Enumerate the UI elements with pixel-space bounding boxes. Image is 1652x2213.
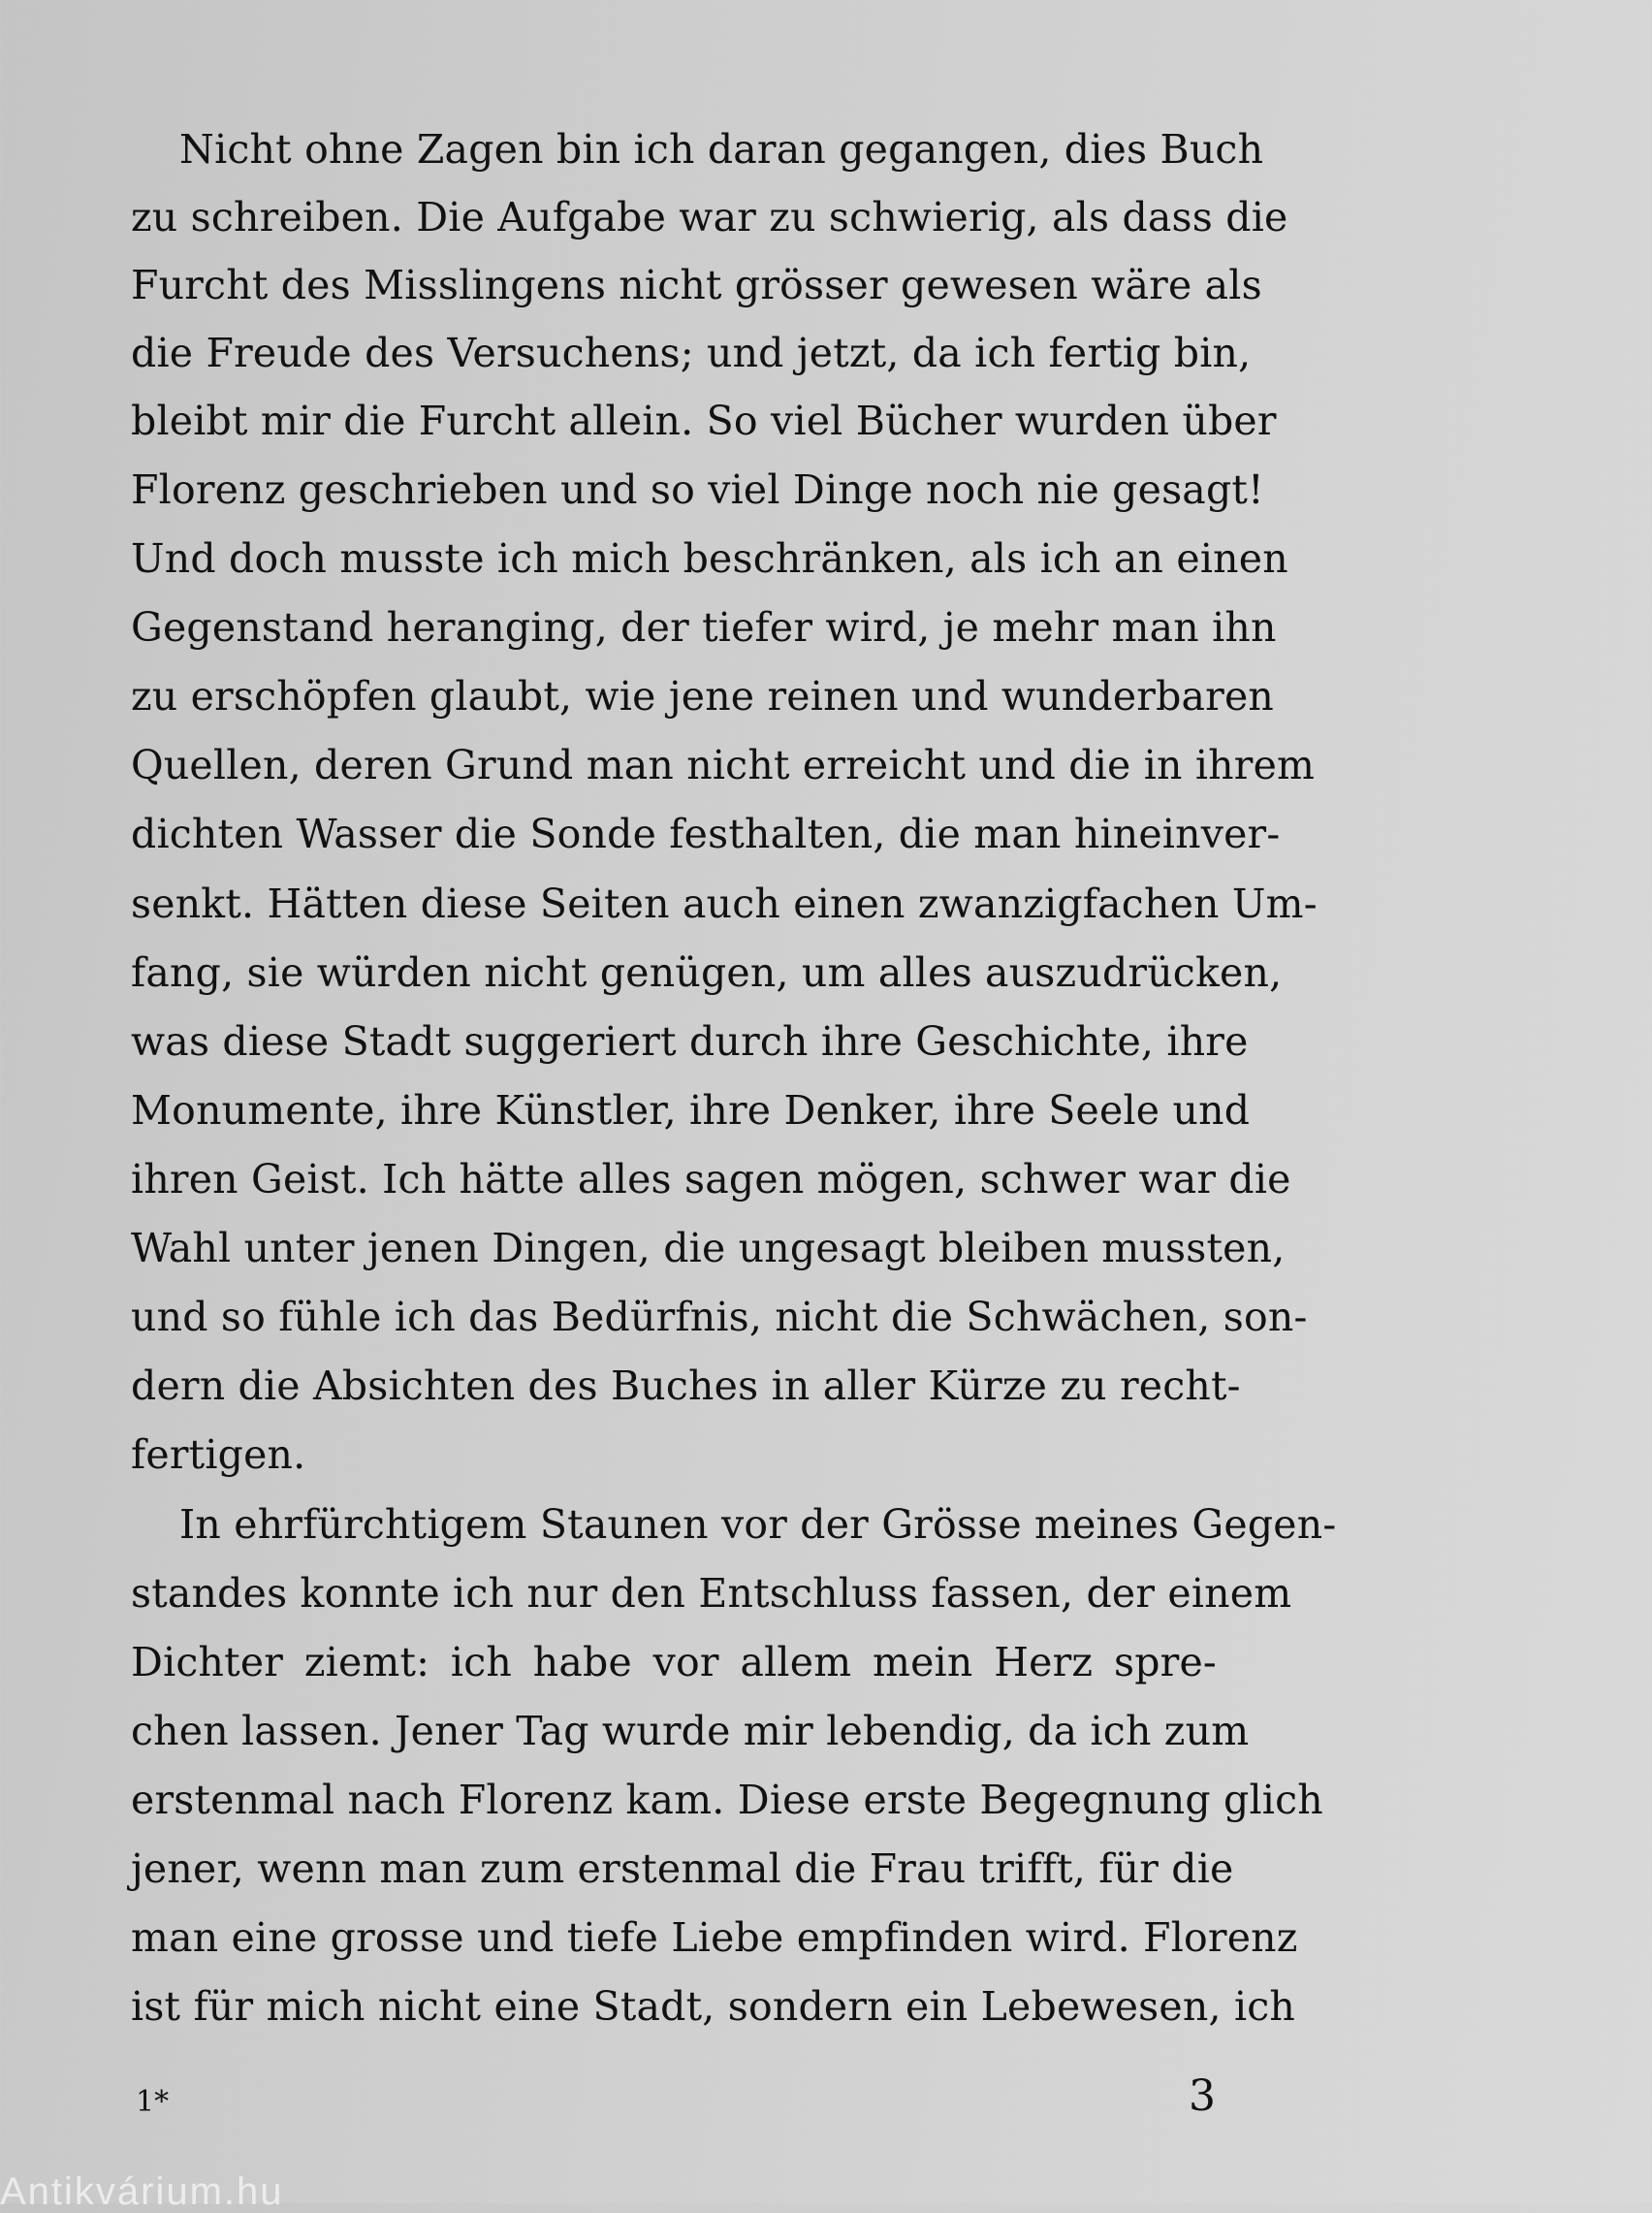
text-line: Florenz geschrieben und so viel Dinge noch nie gesagt! bbox=[131, 466, 1264, 513]
text-line: fertigen. bbox=[131, 1431, 306, 1478]
text-line: zu erschöpfen glaubt, wie jene reinen und wunderbaren bbox=[131, 673, 1275, 720]
text-line: standes konnte ich nur den Entschluss fassen, der einem bbox=[131, 1570, 1292, 1617]
text-line: was diese Stadt suggeriert durch ihre Geschichte, ihre bbox=[131, 1018, 1249, 1065]
text-line: ist für mich nicht eine Stadt, sondern ein Lebewesen, ich bbox=[131, 1983, 1296, 2030]
text-line: Und doch musste ich mich beschränken, als ich an einen bbox=[131, 535, 1288, 582]
text-line: In ehrfürchtigem Staunen vor der Grösse meines Gegen- bbox=[179, 1501, 1337, 1548]
text-line: und so fühle ich das Bedürfnis, nicht die Schwächen, son- bbox=[131, 1294, 1308, 1340]
text-line: ihren Geist. Ich hätte alles sagen mögen, schwer war die bbox=[131, 1156, 1291, 1203]
text-line: fang, sie würden nicht genügen, um alles auszudrücken, bbox=[131, 949, 1283, 996]
text-line: zu schreiben. Die Aufgabe war zu schwierig, als dass die bbox=[131, 194, 1288, 241]
text-line: Wahl unter jenen Dingen, die ungesagt bleiben mussten, bbox=[131, 1225, 1286, 1271]
text-line: senkt. Hätten diese Seiten auch einen zwanzigfachen Um- bbox=[131, 881, 1318, 927]
text-line: dern die Absichten des Buches in aller Kürze zu recht- bbox=[131, 1363, 1241, 1409]
text-line: dichten Wasser die Sonde festhalten, die man hineinver- bbox=[131, 811, 1281, 857]
text-line: bleibt mir die Furcht allein. So viel Bücher wurden über bbox=[131, 398, 1277, 444]
text-line: Nicht ohne Zagen bin ich daran gegangen, dies Buch bbox=[179, 126, 1264, 173]
text-line: Furcht des Misslingens nicht grösser gewesen wäre als bbox=[131, 262, 1262, 308]
text-line: man eine grosse und tiefe Liebe empfinden wird. Florenz bbox=[131, 1914, 1298, 1961]
signature-mark: 1* bbox=[136, 2085, 170, 2119]
text-line: Gegenstand heranging, der tiefer wird, je mehr man ihn bbox=[131, 604, 1277, 651]
text-line: chen lassen. Jener Tag wurde mir lebendig, da ich zum bbox=[131, 1708, 1250, 1754]
watermark: Antikvárium.hu bbox=[0, 2170, 284, 2213]
text-line: Quellen, deren Grund man nicht erreicht und die in ihrem bbox=[131, 742, 1316, 788]
page-number: 3 bbox=[1189, 2071, 1216, 2121]
text-line: Dichter ziemt: ich habe vor allem mein Herz spre- bbox=[131, 1639, 1217, 1685]
text-line: Monumente, ihre Künstler, ihre Denker, ihre Seele und bbox=[131, 1087, 1251, 1134]
text-line: erstenmal nach Florenz kam. Diese erste Begegnung glich bbox=[131, 1777, 1323, 1823]
text-line: die Freude des Versuchens; und jetzt, da ich fertig bin, bbox=[131, 330, 1252, 376]
text-line: jener, wenn man zum erstenmal die Frau trifft, für die bbox=[131, 1845, 1234, 1892]
